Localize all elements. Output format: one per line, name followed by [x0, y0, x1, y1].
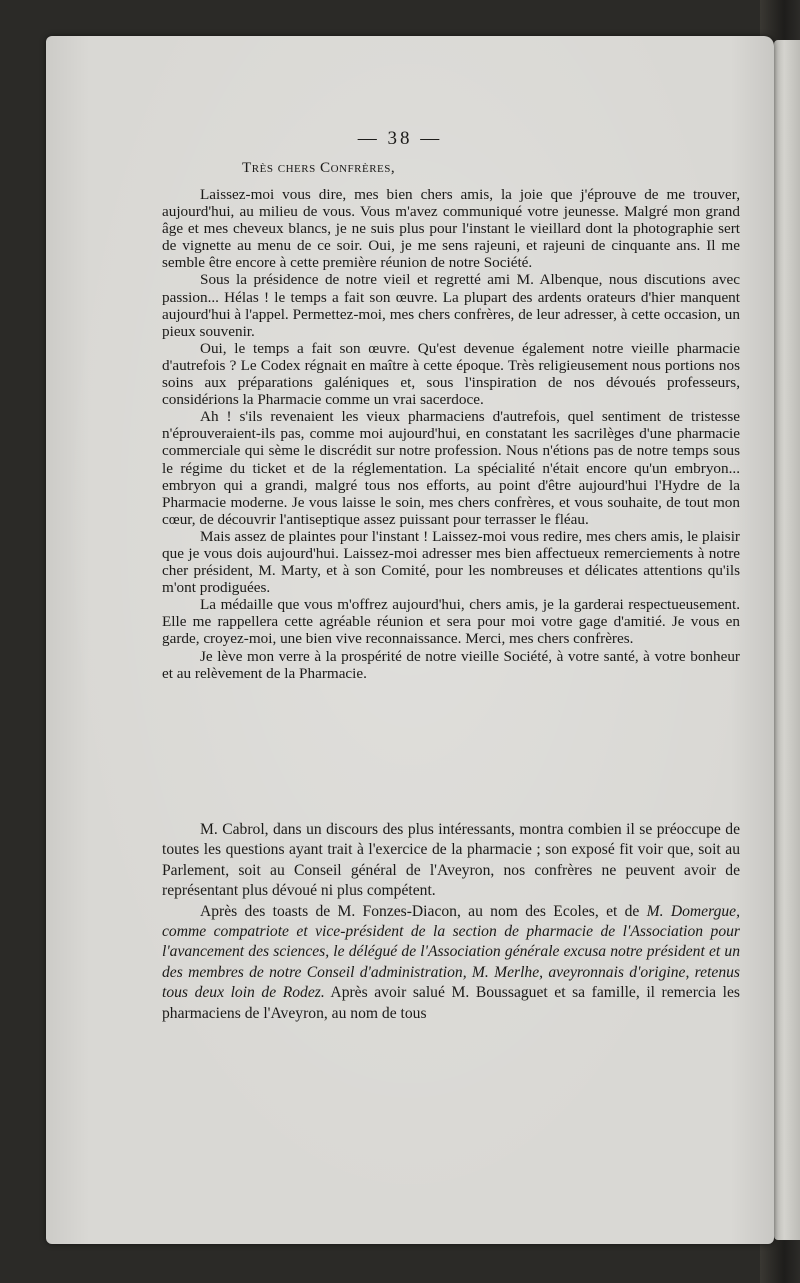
report-paragraph: M. Cabrol, dans un discours des plus intéressants, montra combien il se préoccupe de toutes les questions ayant trait à l'exercice de la pharmacie ; son exposé fit voir que, soit au Parlement, soit au Conseil général de l'Aveyron, nos confrères ne peuvent avoir de représentant plus dévoué ni plus compétent. [162, 821, 740, 900]
next-page-edge [774, 40, 800, 1240]
page-number: — 38 — [357, 128, 443, 149]
report-paragraph-end: Après avoir salué M. Boussaguet et sa famille, il remercia les pharmaciens de l'Aveyron, au nom de tous [162, 984, 740, 1022]
speech-paragraph: Laissez-moi vous dire, mes bien chers amis, la joie que j'éprouve de me trouver, aujourd'hui, au milieu de vous. Vous m'avez communiqué votre jeunesse. Malgré mon grand âge et mes cheveux blancs, je ne suis plus pour l'instant le vieillard dont la photographie sert de vignette au menu de ce soir. Oui, je me sens rajeuni, et rajeuni de cinquante ans. Il me semble être encore à cette première réunion de notre Société. [162, 186, 740, 272]
speech-paragraph: Ah ! s'ils revenaient les vieux pharmaciens d'autrefois, quel sentiment de tristesse n'éprouveraient-ils pas, comme moi aujourd'hui, en constatant les sacrilèges d'une pharmacie commerciale qui sème le discrédit sur notre profession. Nous n'étions pas de notre temps sous le régime du ticket et de la réglementation. La spécialité n'était encore qu'un embryon... embryon qui a grandi, malgré tous nos efforts, au point d'être aujourd'hui l'Hydre de la Pharmacie moderne. Je vous laisse le soin, mes chers confrères, et vous souhaite, de tout mon cœur, de découvrir l'antiseptique assez puissant pour terrasser le fléau. [162, 408, 740, 528]
report-paragraph-start: Après des toasts de M. Fonzes-Diacon, au nom des Ecoles, et de [200, 902, 647, 920]
speech-text [162, 186, 740, 682]
speech-paragraph: Je lève mon verre à la prospérité de notre vieille Société, à votre santé, à votre bonheur et au relèvement de la Pharmacie. [162, 647, 740, 682]
report-paragraph-italic: M. Domergue, comme compatriote et vice-président de la section de pharmacie de l'Association pour l'avancement des sciences, le délégué de l'Association générale excusa notre président et un des membres de notre Conseil d'administration, M. Merlhe, aveyronnais d'origine, retenus tous deux loin de Rodez. [162, 902, 740, 1002]
speech-salutation: Très chers Confrères, [242, 159, 396, 176]
speech-paragraph: Oui, le temps a fait son œuvre. Qu'est devenue également notre vieille pharmacie d'autrefois ? Le Codex régnait en maître à cette époque. Très religieusement nous portions nos soins aux préparations galéniques et, sous l'inspiration de nos dévoués professeurs, considérions la Pharmacie comme un vrai sacerdoce. [162, 339, 740, 409]
report-text [162, 820, 740, 1024]
speech-paragraph: Mais assez de plaintes pour l'instant ! Laissez-moi vous redire, mes chers amis, le plaisir que je vous dois aujourd'hui. Laissez-moi adresser mes bien affectueux remerciements à notre cher président, M. Marty, et à son Comité, pour les nombreuses et délicates attentions qu'ils m'ont prodiguées. [162, 527, 740, 597]
speech-paragraph: La médaille que vous m'offrez aujourd'hui, chers amis, je la garderai respectueusement. Elle me rappellera cette agréable réunion et sera pour moi votre gage d'amitié. Je vous en garde, croyez-moi, une bien vive reconnaissance. Merci, mes chers confrères. [162, 596, 740, 648]
speech-paragraph: Sous la présidence de notre vieil et regretté ami M. Albenque, nous discutions avec passion... Hélas ! le temps a fait son œuvre. La plupart des ardents orateurs d'hier manquent aujourd'hui à l'appel. Permettez-moi, mes chers confrères, de leur adresser, à cette occasion, un pieux souvenir. [162, 271, 740, 340]
report-paragraph [162, 902, 740, 1024]
